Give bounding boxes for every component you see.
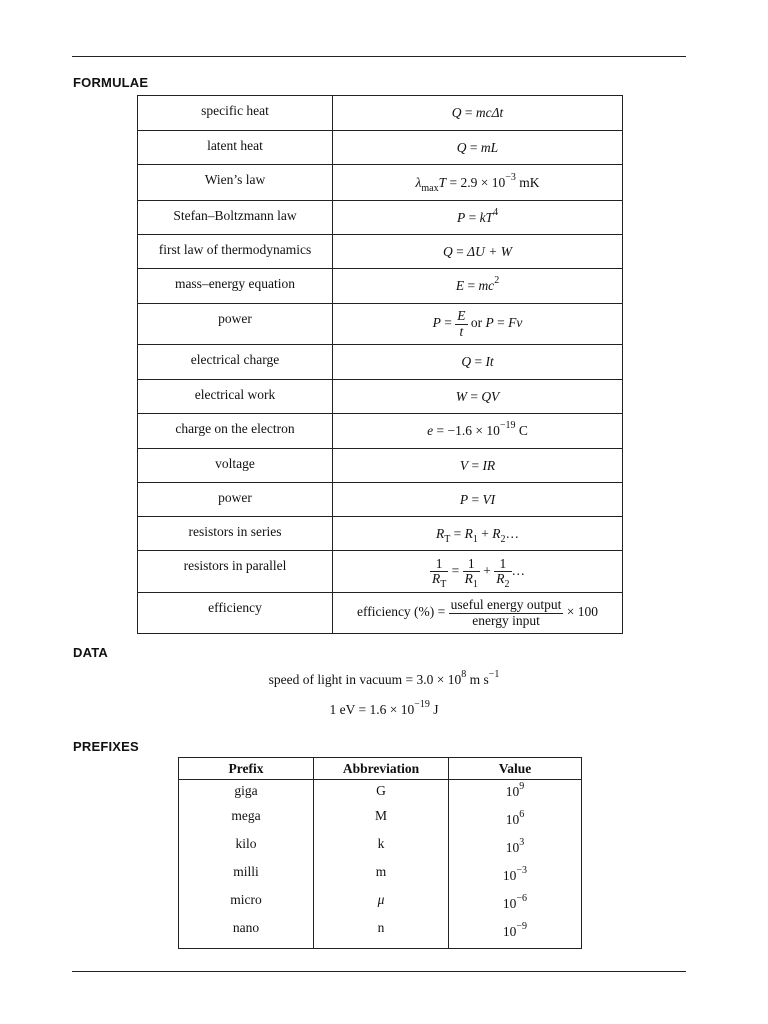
formula-equation: Q = mL <box>333 131 623 165</box>
formula-equation: $\lambda_{max}T = 2.9 \times 10^{-3}$ mK <box>333 165 623 201</box>
data-heading: DATA <box>73 645 108 660</box>
formula-equation: efficiency (%) = $\frac{\text{useful energy output}}{\text{energy input}}$ × 100 <box>333 593 623 634</box>
prefix-cell: kilo <box>179 836 314 864</box>
formula-row <box>138 131 623 165</box>
fraction: $\frac{E}{t}$ <box>457 308 466 339</box>
value-cell: $10^{-9}$ <box>449 920 582 949</box>
formula-row <box>138 345 623 380</box>
formula-name: power <box>138 483 333 517</box>
column-header: Abbreviation <box>314 758 449 780</box>
speed-of-light-line: speed of light in vacuum = $3.0 \times 10^8$ m $s^{-1}$ <box>268 669 500 687</box>
formula-equation: $E = mc^2$ <box>333 269 623 304</box>
table-header-row <box>179 758 582 780</box>
formula-row <box>138 483 623 517</box>
abbreviation-cell: M <box>314 808 449 836</box>
prefix-cell: micro <box>179 892 314 920</box>
formula-equation: P = VI <box>333 483 623 517</box>
prefix-cell: giga <box>179 780 314 809</box>
formula-equation: W = QV <box>333 380 623 414</box>
formula-name: charge on the electron <box>138 414 333 449</box>
formula-row <box>138 235 623 269</box>
formula-name: electrical work <box>138 380 333 414</box>
formula-equation: $R_T = R_1$ + $R_2\dots$ <box>333 517 623 551</box>
abbreviation-cell: n <box>314 920 449 949</box>
formula-name: Stefan–Boltzmann law <box>138 201 333 235</box>
abbreviation-cell: m <box>314 864 449 892</box>
formula-row <box>138 414 623 449</box>
formula-name: first law of thermodynamics <box>138 235 333 269</box>
fraction: $\frac{\text{useful energy output}}{\text{energy input}}$ <box>450 597 562 628</box>
formula-name: efficiency <box>138 593 333 634</box>
formulae-heading: FORMULAE <box>73 75 149 90</box>
formula-equation: Q = ΔU + W <box>333 235 623 269</box>
formula-equation: Q = mcΔt <box>333 96 623 131</box>
table-row <box>179 780 582 809</box>
formula-name: specific heat <box>138 96 333 131</box>
table-row <box>179 864 582 892</box>
value-cell: $10^6$ <box>449 808 582 836</box>
value-cell: $10^{-3}$ <box>449 864 582 892</box>
formula-row <box>138 165 623 201</box>
formula-row <box>138 593 623 634</box>
column-header: Prefix <box>179 758 314 780</box>
value-cell: $10^9$ <box>449 780 582 809</box>
formula-row <box>138 269 623 304</box>
table-row <box>179 892 582 920</box>
table-row <box>179 836 582 864</box>
formula-row <box>138 96 623 131</box>
formula-row <box>138 380 623 414</box>
value-cell: $10^3$ <box>449 836 582 864</box>
abbreviation-cell: k <box>314 836 449 864</box>
abbreviation-cell: G <box>314 780 449 809</box>
formula-row <box>138 304 623 345</box>
formula-name: resistors in series <box>138 517 333 551</box>
formula-row <box>138 517 623 551</box>
prefix-cell: milli <box>179 864 314 892</box>
prefix-cell: mega <box>179 808 314 836</box>
fraction: $\frac{1}{R_T}$ <box>431 555 447 590</box>
formula-name: electrical charge <box>138 345 333 380</box>
formula-row <box>138 201 623 235</box>
bottom-rule <box>72 971 686 972</box>
formula-name: Wien’s law <box>138 165 333 201</box>
formula-name: resistors in parallel <box>138 551 333 593</box>
formula-equation: $e = -1.6 \times 10^{-19}$ C <box>333 414 623 449</box>
formula-row <box>138 551 623 593</box>
prefixes-heading: PREFIXES <box>73 739 139 754</box>
abbreviation-cell: μ <box>314 892 449 920</box>
formula-row <box>138 449 623 483</box>
formula-equation: $P = kT^4$ <box>333 201 623 235</box>
formula-name: latent heat <box>138 131 333 165</box>
column-header: Value <box>449 758 582 780</box>
value-cell: $10^{-6}$ <box>449 892 582 920</box>
formula-name: power <box>138 304 333 345</box>
table-row <box>179 808 582 836</box>
table-row <box>179 920 582 949</box>
fraction: $\frac{1}{R_2}$ <box>496 555 510 590</box>
prefix-cell: nano <box>179 920 314 949</box>
formula-name: mass–energy equation <box>138 269 333 304</box>
formulae-table <box>137 95 623 634</box>
fraction: $\frac{1}{R_1}$ <box>464 555 478 590</box>
formula-equation: P = $\frac{E}{t}$ or P = Fv <box>333 304 623 345</box>
formula-name: voltage <box>138 449 333 483</box>
formula-equation: Q = It <box>333 345 623 380</box>
prefixes-table <box>178 757 582 949</box>
formula-equation: $\frac{1}{R_T}$ = $\frac{1}{R_1}$ + $\frac{1}{R_2}$ … <box>333 551 623 593</box>
electron-volt-line: 1 eV = $1.6 \times 10^{-19}$ J <box>329 699 439 717</box>
formula-equation: V = IR <box>333 449 623 483</box>
top-rule <box>72 56 686 57</box>
